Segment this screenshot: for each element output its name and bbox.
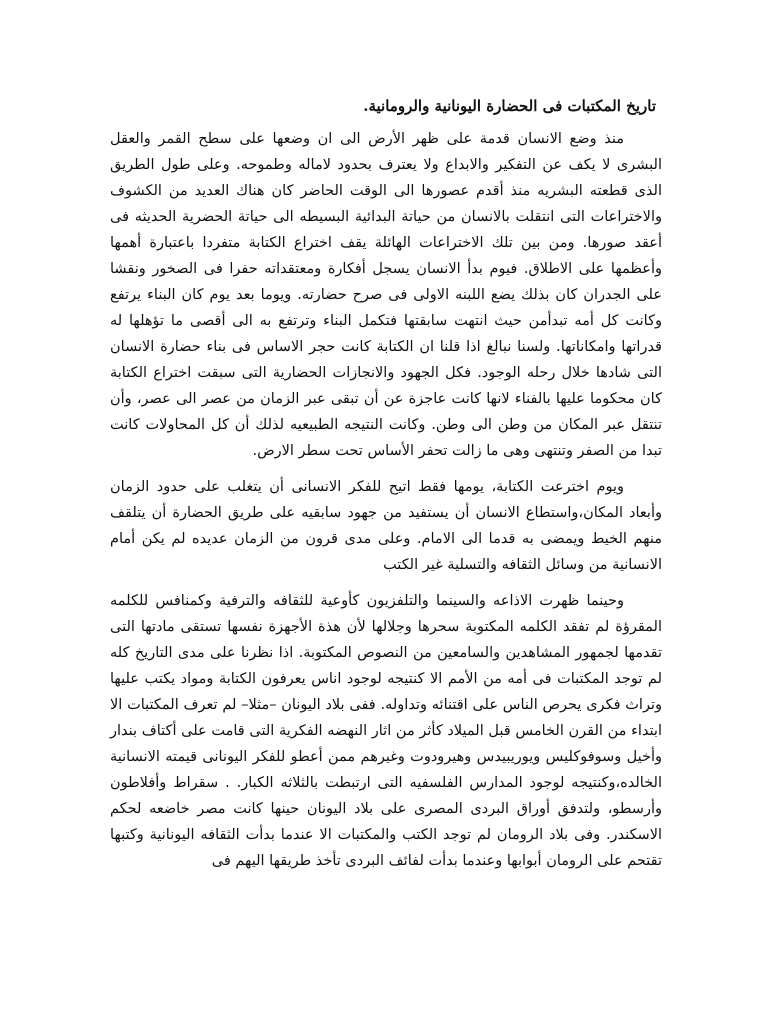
document-title: تاريخ المكتبات فى الحضارة اليونانية والرومانية. (363, 97, 656, 115)
paragraph-3: وحينما ظهرت الاذاعه والسينما والتلفزيون كأوعية للثقافه والترفية وكمنافس للكلمه المقرؤة لم تفقد الكلمه المكتوبة سحرها وجلالها لأن هذة الأجهزة نفسها تستقى مادتها التى تقدمها لجمهور المشاهدين والسامعين من النصوص المكتوبة. اذا نظرنا على مدى التاريخ كله لم توجد المكتبات فى أمه من الأمم الا كنتيجه لوجود اناس يعرفون الكتابة ومواد يكتب عليها وتراث فكرى يحرص الناس على اقتنائه وتداوله. ففى بلاد اليونان –مثلا– لم تعرف المكتبات الا ابتداء من القرن الخامس قبل الميلاد كأثر من اثار النهضه الفكرية التى قامت على أكتاف بندار وأخيل وسوفوكليس ويوريبيدس وهيرودوت وغيرهم ممن أعطو للفكر اليونانى قيمته الانسانية الخالده،وكنتيجه لوجود المدارس الفلسفيه التى ارتبطت بالثلاثه الكبار. . سقراط وأفلاطون وأرسطو، ولتدفق أوراق البردى المصرى على بلاد اليونان حينها كانت مصر خاضعه لحكم الاسكندر. وفى بلاد الرومان لم توجد الكتب والمكتبات الا عندما بدأت الثقافه اليونانية وكتبها تقتحم على الرومان أبوابها وعندما بدأت لفائف البردى تأخذ طريقها اليهم فى (110, 593, 662, 869)
paragraph-1: منذ وضع الانسان قدمة على ظهر الأرض الى ان وضعها على سطح القمر والعقل البشرى لا يكف عن التفكير والابداع ولا يعترف بحدود لاماله وطموحه. وعلى طول الطريق الذى قطعته البشريه منذ أقدم عصورها الى الوقت الحاضر كان هناك العديد من الكشوف والاختراعات التى انتقلت بالانسان من حياتة البدائية البسيطه الى حياتة الحضرية الحديثه فى أعقد صورها. ومن بين تلك الاختراعات الهائلة يقف اختراع الكتابة متفردا باعتبارة أهمها وأعظمها على الاطلاق. فيوم بدأ الانسان يسجل أفكارة ومعتقداته حفرا فى الصخور ونقشا على الجدران كان بذلك يضع اللبنه الاولى فى صرح حضارته. ويوما بعد يوم كان البناء يرتفع وكانت كل أمه تبدأمن حيث انتهت سابقتها فتكمل البناء وترتفع به الى أقصى ما تؤهلها له قدراتها وامكاناتها. ولسنا نبالغ اذا قلنا ان الكتابة كانت حجر الاساس فى بناء حضارة الانسان التى شادها خلال رحله الوجود. فكل الجهود والانجازات الحضارية التى سبقت اختراع الكتابة كان محكوما عليها بالفناء لانها كانت عاجزة عن أن تبقى عبر الزمان من عصر الى عصر، وأن تنتقل عبر المكان من وطن الى وطن. وكانت النتيجه الطبيعيه لذلك أن كل المحاولات كانت تبدا من الصفر وتنتهى وهى ما زالت تحفر الأساس تحت سطر الارض. (110, 131, 662, 459)
document-page (110, 92, 662, 884)
paragraph-2: ويوم اخترعت الكتابة، يومها فقط اتيح للفكر الانسانى أن يتغلب على حدود الزمان وأبعاد المكان،واستطاع الانسان أن يستفيد من جهود سابقيه على طريق الحضارة أن يتلقف منهم الخيط ويمضى به قدما الى الامام. وعلى مدى قرون من الزمان عديده لم يكن أمام الانسانية من وسائل الثقافه والتسلية غير الكتب (110, 479, 662, 573)
